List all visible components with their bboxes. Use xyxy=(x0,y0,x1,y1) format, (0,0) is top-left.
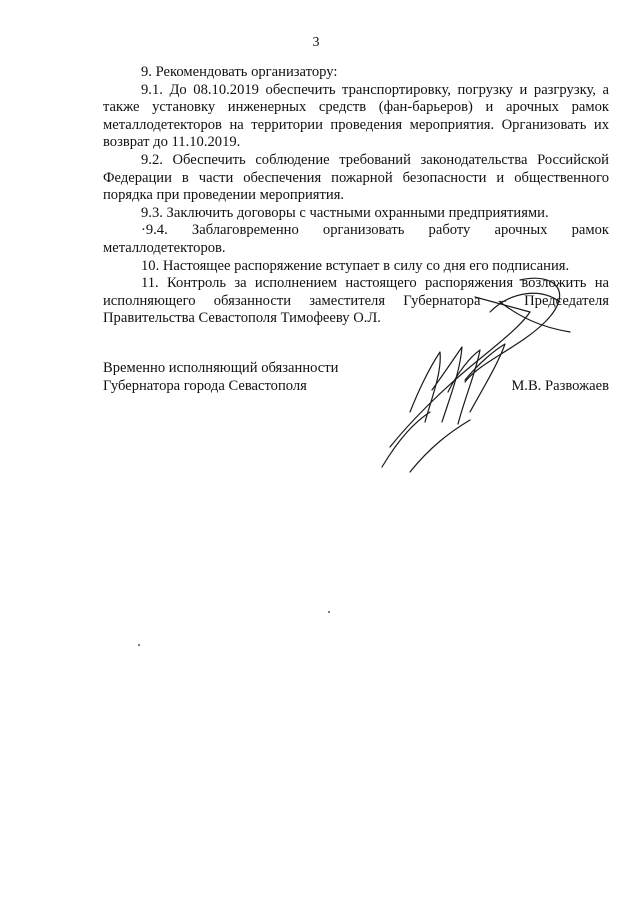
scan-speck xyxy=(328,611,330,613)
paragraph-9-4: ·9.4. Заблаговременно организовать работу арочных рамок металлодетекторов. xyxy=(103,222,609,256)
paragraph-9-1: 9.1. До 08.10.2019 обеспечить транспортировку, погрузку и разгрузку, а также установку инженерных средств (фан-барьеров) и арочных рамок металлодетекторов на территории проведения мероприятия. Организовать их возврат до 11.10.2019. xyxy=(103,81,609,151)
handwritten-signature xyxy=(370,272,610,492)
paragraph-10: 10. Настоящее распоряжение вступает в силу со дня его подписания. xyxy=(141,257,570,274)
paragraph-9-2: 9.2. Обеспечить соблюдение требований законодательства Российской Федерации в части обеспечения пожарной безопасности и общественного порядка при проведении мероприятия. xyxy=(103,151,609,204)
page-number: 3 xyxy=(312,35,320,50)
paragraph-9-3: 9.3. Заключить договоры с частными охранными предприятиями. xyxy=(141,204,549,221)
signatory-title-line-2: Губернатора города Севастополя xyxy=(103,377,307,394)
paragraph-11: 11. Контроль за исполнением настоящего распоряжения возложить на исполняющего обязанности заместителя Губернатора – Председателя Правительства Севастополя Тимофееву О.Л. xyxy=(103,275,609,327)
signatory-name: М.В. Развожаев xyxy=(511,377,609,394)
signatory-title-line-1: Временно исполняющий обязанности xyxy=(103,360,339,376)
scan-speck xyxy=(138,644,140,646)
paragraph-9: 9. Рекомендовать организатору: xyxy=(141,64,338,80)
